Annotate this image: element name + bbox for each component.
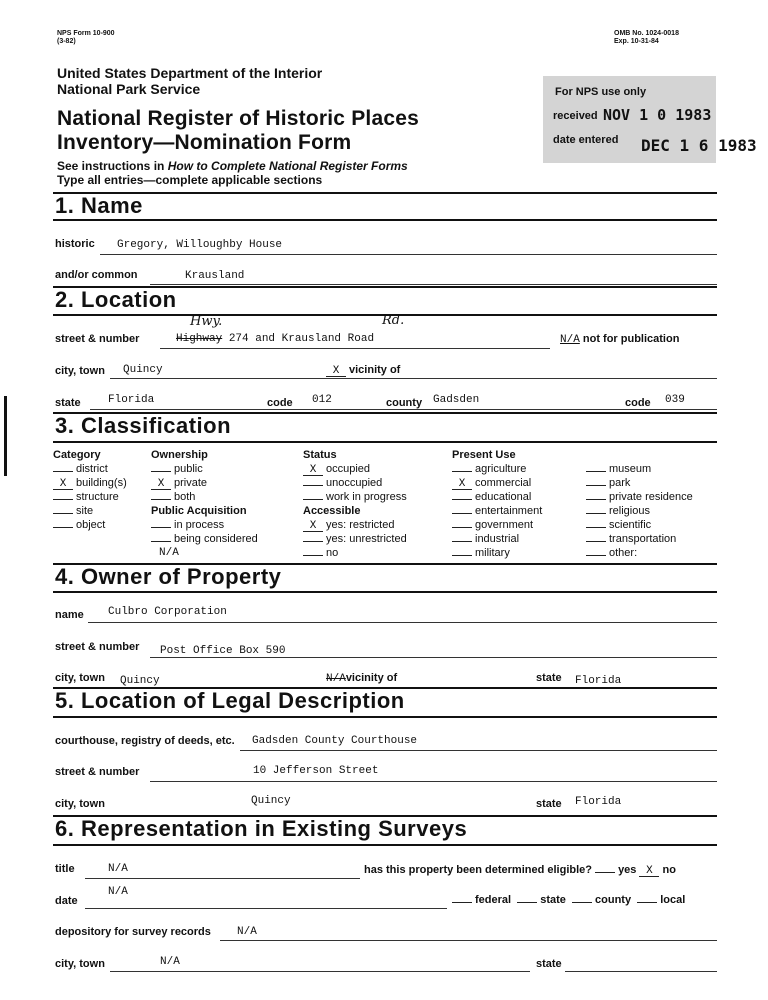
military-label: military bbox=[475, 547, 510, 559]
owner-state-value: Florida bbox=[575, 675, 622, 687]
depository-label: depository for survey records bbox=[55, 926, 211, 938]
struck-highway: Highway bbox=[176, 333, 223, 345]
public-mark bbox=[151, 462, 171, 472]
military-mark bbox=[452, 546, 472, 556]
owner-name-label: name bbox=[55, 609, 84, 621]
owner-vicinity-label: vicinity of bbox=[345, 672, 398, 684]
acquisition-in-process bbox=[151, 518, 258, 532]
section1-top-rule bbox=[53, 192, 717, 194]
courthouse-label: courthouse, registry of deeds, etc. bbox=[55, 735, 235, 747]
section6-bottom-rule bbox=[53, 844, 717, 846]
commercial-mark: X bbox=[452, 480, 472, 490]
occupied-label: occupied bbox=[326, 463, 371, 475]
private-mark: X bbox=[151, 480, 171, 490]
owner-city-value: Quincy bbox=[120, 675, 160, 687]
acquisition-being-considered bbox=[151, 532, 258, 546]
owner-vicinity-mark: N/A bbox=[326, 673, 346, 685]
park-label: park bbox=[609, 477, 631, 489]
use-agriculture bbox=[452, 462, 542, 476]
use-museum bbox=[586, 462, 693, 476]
status-column bbox=[303, 448, 407, 560]
state-code-value: 012 bbox=[312, 394, 332, 406]
legal-street-line bbox=[150, 781, 717, 782]
commercial-label: commercial bbox=[475, 477, 532, 489]
common-value: Krausland bbox=[185, 270, 245, 282]
category-site bbox=[53, 504, 127, 518]
public-label: public bbox=[174, 463, 203, 475]
survey-state-line bbox=[565, 971, 717, 972]
being-considered-mark bbox=[151, 532, 171, 542]
location-city-label: city, town bbox=[55, 365, 105, 377]
unoccupied-label: unoccupied bbox=[326, 477, 383, 489]
occupied-mark: X bbox=[303, 466, 323, 476]
use-park bbox=[586, 476, 693, 490]
yes-mark bbox=[595, 863, 615, 873]
use-government bbox=[452, 518, 542, 532]
street-remainder: 274 and Krausland Road bbox=[222, 333, 375, 345]
legal-street-value: 10 Jefferson Street bbox=[253, 765, 379, 777]
received-label: received bbox=[553, 110, 598, 122]
local-mark bbox=[637, 893, 657, 903]
survey-state-label: state bbox=[536, 958, 562, 970]
handwritten-hwy: Hwy. bbox=[190, 314, 223, 329]
acquisition-value: N/A bbox=[159, 547, 179, 559]
legal-city-value: Quincy bbox=[251, 795, 291, 807]
federal-label: federal bbox=[475, 894, 512, 906]
both-label: both bbox=[174, 491, 196, 503]
owner-street-value: Post Office Box 590 bbox=[160, 645, 286, 657]
ownership-both bbox=[151, 490, 258, 504]
location-street-line bbox=[160, 348, 550, 349]
present-use-column-2 bbox=[586, 462, 693, 560]
received-stamp: NOV 1 0 1983 bbox=[603, 106, 712, 124]
location-city-line bbox=[110, 378, 717, 379]
both-mark bbox=[151, 490, 171, 500]
section1-bottom-rule bbox=[53, 219, 717, 221]
owner-street-label: street & number bbox=[55, 641, 140, 653]
transportation-label: transportation bbox=[609, 533, 677, 545]
museum-label: museum bbox=[609, 463, 652, 475]
category-buildings bbox=[53, 476, 127, 490]
section2-heading: 2. Location bbox=[55, 287, 177, 312]
private-residence-label: private residence bbox=[609, 491, 693, 503]
location-city-value: Quincy bbox=[123, 364, 163, 376]
structure-label: structure bbox=[76, 491, 119, 503]
survey-city-value: N/A bbox=[160, 956, 180, 968]
instructions-line bbox=[57, 159, 408, 173]
date-entered-label: date entered bbox=[553, 134, 619, 146]
in-process-mark bbox=[151, 518, 171, 528]
county-code-value: 039 bbox=[665, 394, 685, 406]
state-code-label: code bbox=[267, 397, 293, 409]
owner-name-line bbox=[88, 622, 717, 623]
use-other bbox=[586, 546, 693, 560]
survey-date-line bbox=[85, 908, 447, 909]
federal-mark bbox=[452, 893, 472, 903]
department-name: United States Department of the Interior bbox=[57, 65, 323, 81]
legal-state-label: state bbox=[536, 798, 562, 810]
educational-label: educational bbox=[475, 491, 532, 503]
section5-heading: 5. Location of Legal Description bbox=[55, 688, 405, 713]
entertainment-mark bbox=[452, 504, 472, 514]
form-date: (3-82) bbox=[57, 38, 76, 45]
local-label: local bbox=[660, 894, 686, 906]
agriculture-label: agriculture bbox=[475, 463, 527, 475]
category-district bbox=[53, 462, 127, 476]
form-title-line2: Inventory—Nomination Form bbox=[57, 131, 352, 154]
government-label: government bbox=[475, 519, 534, 531]
section5-bottom-rule bbox=[53, 716, 717, 718]
educational-mark bbox=[452, 490, 472, 500]
handwritten-rd: Rd. bbox=[382, 313, 405, 328]
location-state-value: Florida bbox=[108, 394, 155, 406]
agriculture-mark bbox=[452, 462, 472, 472]
survey-city-line bbox=[110, 971, 530, 972]
nps-use-box bbox=[543, 76, 757, 163]
site-mark bbox=[53, 504, 73, 514]
location-state-line bbox=[90, 409, 717, 410]
county-value: Gadsden bbox=[433, 394, 480, 406]
ownership-private bbox=[151, 476, 258, 490]
object-label: object bbox=[76, 519, 106, 531]
legal-city-label: city, town bbox=[55, 798, 105, 810]
use-military bbox=[452, 546, 542, 560]
legal-street-label: street & number bbox=[55, 766, 140, 778]
depository-value: N/A bbox=[237, 926, 257, 938]
other-mark bbox=[586, 546, 606, 556]
restricted-mark: X bbox=[303, 522, 323, 532]
use-private-residence bbox=[586, 490, 693, 504]
category-object bbox=[53, 518, 127, 532]
private-residence-mark bbox=[586, 490, 606, 500]
industrial-mark bbox=[452, 532, 472, 542]
survey-level-options bbox=[452, 893, 685, 906]
survey-title-label: title bbox=[55, 863, 75, 875]
accessible-unrestricted bbox=[303, 532, 407, 546]
common-line bbox=[150, 284, 717, 285]
entertainment-label: entertainment bbox=[475, 505, 543, 517]
vicinity-label: vicinity of bbox=[349, 364, 401, 376]
site-label: site bbox=[76, 505, 94, 517]
restricted-label: yes: restricted bbox=[326, 519, 395, 531]
vicinity-option bbox=[326, 364, 400, 377]
acquisition-header: Public Acquisition bbox=[151, 505, 247, 517]
county-level-label: county bbox=[595, 894, 632, 906]
category-header: Category bbox=[53, 449, 101, 461]
legal-state-value: Florida bbox=[575, 796, 622, 808]
unrestricted-mark bbox=[303, 532, 323, 542]
other-label: other: bbox=[609, 547, 638, 559]
location-state-label: state bbox=[55, 397, 81, 409]
survey-title-line bbox=[85, 878, 360, 879]
no-mark: X bbox=[639, 867, 659, 877]
use-commercial bbox=[452, 476, 542, 490]
nps-box-title: For NPS use only bbox=[555, 86, 647, 98]
status-unoccupied bbox=[303, 476, 407, 490]
form-title-line1: National Register of Historic Places bbox=[57, 107, 419, 130]
owner-vicinity bbox=[326, 672, 397, 685]
object-mark bbox=[53, 518, 73, 528]
scientific-label: scientific bbox=[609, 519, 652, 531]
private-label: private bbox=[174, 477, 208, 489]
owner-street-line bbox=[150, 657, 717, 658]
courthouse-value: Gadsden County Courthouse bbox=[252, 735, 418, 747]
ownership-public bbox=[151, 462, 258, 476]
no-access-label: no bbox=[326, 547, 339, 559]
being-considered-label: being considered bbox=[174, 533, 258, 545]
owner-state-label: state bbox=[536, 672, 562, 684]
historic-line bbox=[100, 254, 717, 255]
use-transportation bbox=[586, 532, 693, 546]
accessible-restricted bbox=[303, 518, 407, 532]
form-number: NPS Form 10-900 bbox=[57, 30, 115, 37]
location-street-label: street & number bbox=[55, 333, 140, 345]
owner-name-value: Culbro Corporation bbox=[108, 606, 227, 618]
location-street-value bbox=[176, 333, 374, 345]
scientific-mark bbox=[586, 518, 606, 528]
use-educational bbox=[452, 490, 542, 504]
not-for-publication bbox=[560, 333, 679, 346]
present-use-header: Present Use bbox=[452, 449, 516, 461]
use-industrial bbox=[452, 532, 542, 546]
historic-value: Gregory, Willoughby House bbox=[117, 239, 283, 251]
vicinity-mark: X bbox=[326, 367, 346, 377]
survey-date-value: N/A bbox=[108, 886, 128, 898]
state-level-mark bbox=[517, 893, 537, 903]
eligible-label: has this property been determined eligible? bbox=[364, 864, 592, 876]
section3-heading: 3. Classification bbox=[55, 413, 232, 438]
unoccupied-mark bbox=[303, 476, 323, 486]
religious-mark bbox=[586, 504, 606, 514]
yes-label: yes bbox=[618, 864, 637, 876]
use-religious bbox=[586, 504, 693, 518]
use-scientific bbox=[586, 518, 693, 532]
structure-mark bbox=[53, 490, 73, 500]
not-pub-label: not for publication bbox=[582, 333, 680, 345]
work-in-progress-mark bbox=[303, 490, 323, 500]
district-label: district bbox=[76, 463, 108, 475]
expiration-date: Exp. 10-31-84 bbox=[614, 38, 659, 45]
status-occupied bbox=[303, 462, 407, 476]
section4-bottom-rule bbox=[53, 591, 717, 593]
survey-city-label: city, town bbox=[55, 958, 105, 970]
not-pub-mark: N/A bbox=[560, 334, 580, 346]
buildings-mark: X bbox=[53, 480, 73, 490]
in-process-label: in process bbox=[174, 519, 225, 531]
courthouse-line bbox=[240, 750, 717, 751]
park-mark bbox=[586, 476, 606, 486]
section3-bottom-rule bbox=[53, 441, 717, 443]
use-entertainment bbox=[452, 504, 542, 518]
entered-stamp: DEC 1 6 1983 bbox=[641, 136, 757, 155]
scan-margin-mark bbox=[4, 396, 7, 476]
common-label: and/or common bbox=[55, 269, 138, 281]
owner-city-label: city, town bbox=[55, 672, 105, 684]
instructions-prefix: See instructions in bbox=[57, 159, 168, 173]
no-access-mark bbox=[303, 546, 323, 556]
survey-date-label: date bbox=[55, 895, 78, 907]
omb-number: OMB No. 1024-0018 bbox=[614, 30, 679, 37]
instructions-title: How to Complete National Register Forms bbox=[167, 159, 408, 173]
government-mark bbox=[452, 518, 472, 528]
accessible-no bbox=[303, 546, 407, 560]
present-use-column bbox=[452, 448, 542, 560]
state-level-label: state bbox=[540, 894, 566, 906]
county-mark bbox=[572, 893, 592, 903]
religious-label: religious bbox=[609, 505, 650, 517]
section1-heading: 1. Name bbox=[55, 193, 143, 218]
historic-label: historic bbox=[55, 238, 95, 250]
service-name: National Park Service bbox=[57, 81, 201, 97]
status-work-in-progress bbox=[303, 490, 407, 504]
type-entries-note: Type all entries—complete applicable sections bbox=[57, 173, 323, 187]
transportation-mark bbox=[586, 532, 606, 542]
ownership-header: Ownership bbox=[151, 449, 208, 461]
status-header: Status bbox=[303, 449, 337, 461]
section6-heading: 6. Representation in Existing Surveys bbox=[55, 816, 468, 841]
ownership-column bbox=[151, 448, 258, 560]
no-label: no bbox=[662, 864, 676, 876]
district-mark bbox=[53, 462, 73, 472]
unrestricted-label: yes: unrestricted bbox=[326, 533, 407, 545]
museum-mark bbox=[586, 462, 606, 472]
buildings-label: building(s) bbox=[76, 477, 127, 489]
accessible-header: Accessible bbox=[303, 505, 361, 517]
county-code-label: code bbox=[625, 397, 651, 409]
county-label: county bbox=[386, 397, 423, 409]
depository-line bbox=[220, 940, 717, 941]
survey-title-value: N/A bbox=[108, 863, 128, 875]
category-column bbox=[53, 448, 127, 532]
work-in-progress-label: work in progress bbox=[326, 491, 407, 503]
industrial-label: industrial bbox=[475, 533, 520, 545]
eligible-question bbox=[364, 863, 676, 877]
section4-heading: 4. Owner of Property bbox=[55, 564, 282, 589]
category-structure bbox=[53, 490, 127, 504]
